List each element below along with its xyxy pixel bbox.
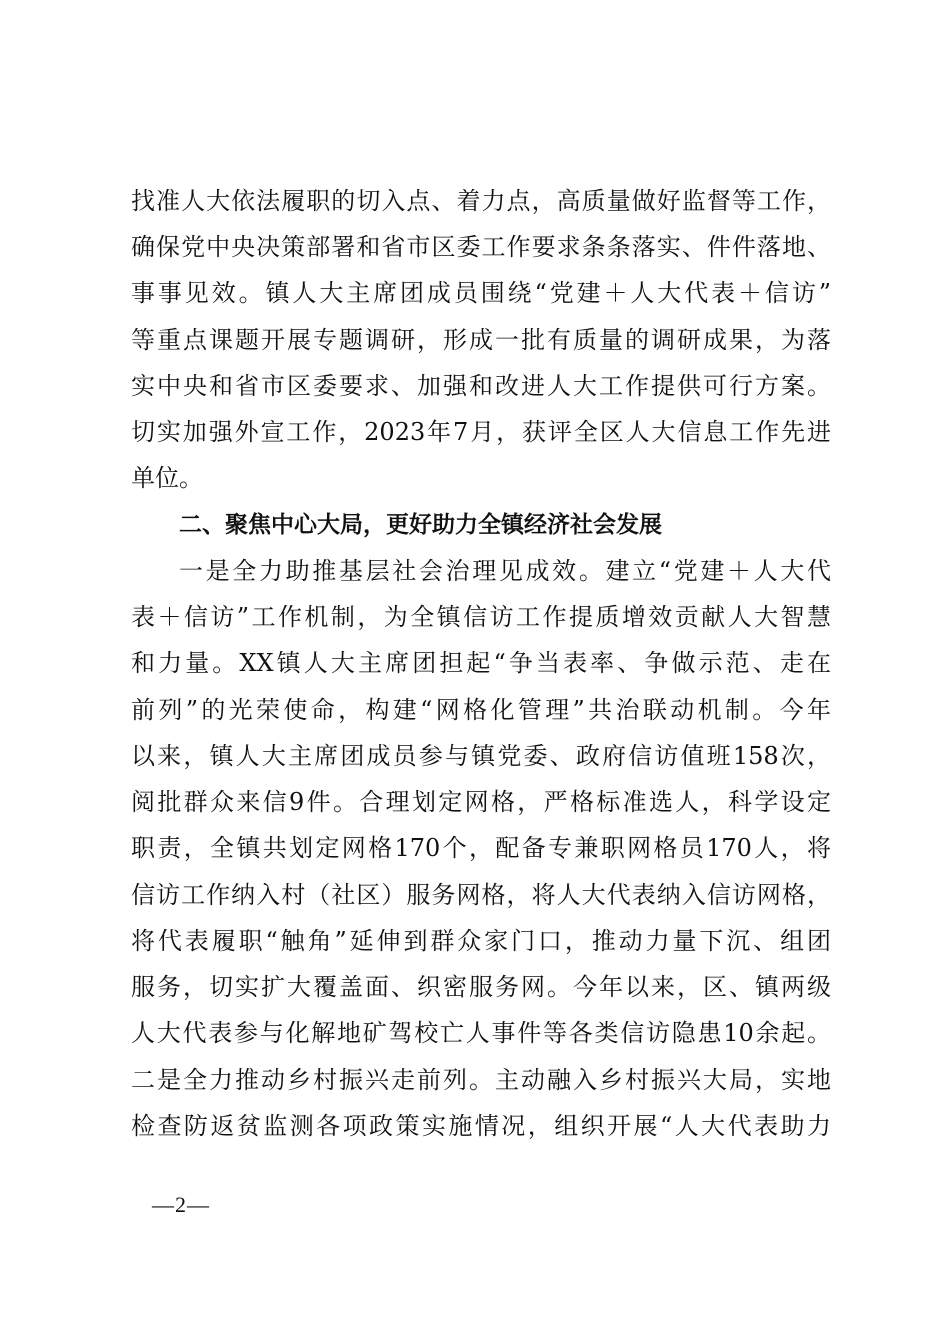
text-line: 一是全力助推基层社会治理见成效。建立“党建＋人大代 — [179, 557, 831, 585]
text-line: 阅批群众来信9件。合理划定网格，严格标准选人，科学设定 — [131, 788, 831, 816]
text-line: 检查防返贫监测各项政策实施情况，组织开展“人大代表助力 — [131, 1112, 831, 1140]
section-heading: 二、聚焦中心大局，更好助力全镇经济社会发展 — [179, 512, 662, 538]
text-line: 职责，全镇共划定网格170个，配备专兼职网格员170人，将 — [131, 834, 831, 862]
text-line: 和力量。XX镇人大主席团担起“争当表率、争做示范、走在 — [131, 649, 831, 677]
text-line: 二是全力推动乡村振兴走前列。主动融入乡村振兴大局，实地 — [131, 1066, 831, 1094]
text-line: 前列”的光荣使命，构建“网格化管理”共治联动机制。今年 — [131, 696, 831, 724]
text-line: 表＋信访”工作机制，为全镇信访工作提质增效贡献人大智慧 — [131, 603, 831, 631]
text-line: 确保党中央决策部署和省市区委工作要求条条落实、件件落地、 — [131, 233, 831, 261]
text-line: 将代表履职“触角”延伸到群众家门口，推动力量下沉、组团 — [131, 927, 831, 955]
text-line: 切实加强外宣工作，2023年7月，获评全区人大信息工作先进 — [131, 418, 831, 446]
text-line: 服务，切实扩大覆盖面、织密服务网。今年以来，区、镇两级 — [131, 973, 831, 1001]
text-line: 等重点课题开展专题调研，形成一批有质量的调研成果，为落 — [131, 326, 831, 354]
text-line: 找准人大依法履职的切入点、着力点，高质量做好监督等工作， — [131, 187, 831, 215]
page-number: —2— — [152, 1192, 210, 1217]
text-line: 以来，镇人大主席团成员参与镇党委、政府信访值班158次， — [131, 742, 831, 770]
text-line: 单位。 — [131, 464, 203, 492]
text-line: 事事见效。镇人大主席团成员围绕“党建＋人大代表＋信访” — [131, 279, 831, 307]
text-line: 人大代表参与化解地矿驾校亡人事件等各类信访隐患10余起。 — [131, 1019, 831, 1047]
text-line: 实中央和省市区委要求、加强和改进人大工作提供可行方案。 — [131, 372, 831, 400]
text-line: 信访工作纳入村（社区）服务网格，将人大代表纳入信访网格， — [131, 881, 831, 909]
